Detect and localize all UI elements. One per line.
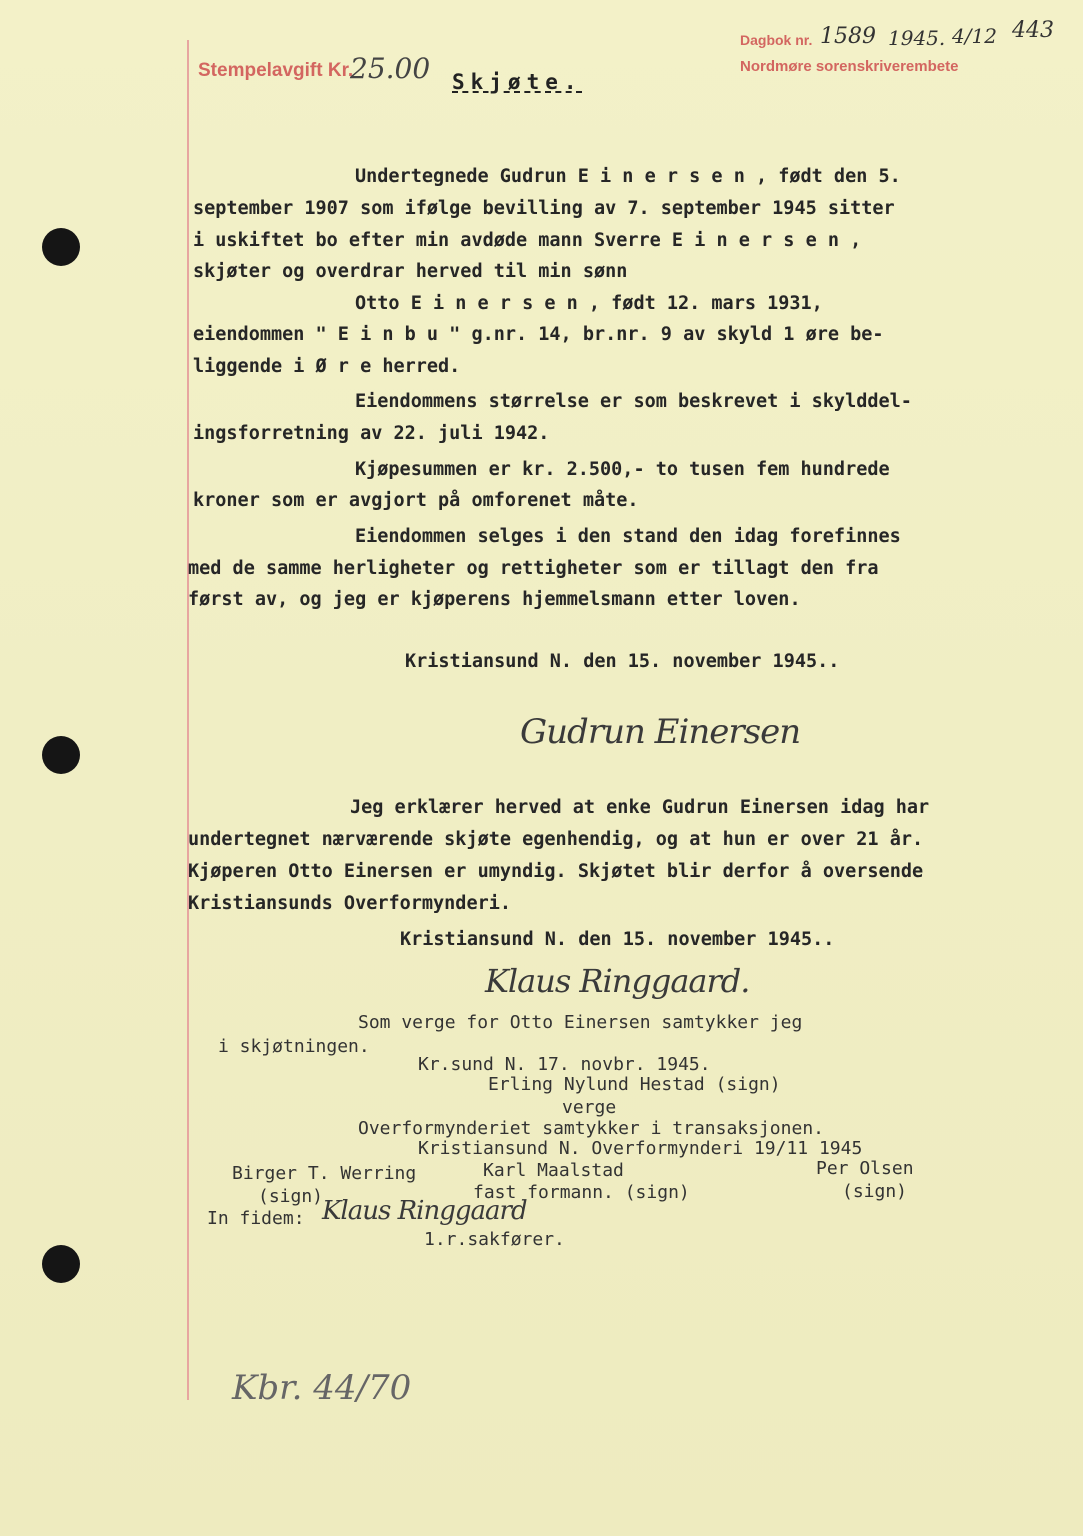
text-line: Kjøperen Otto Einersen er umyndig. Skjøtet blir derfor å oversende xyxy=(188,861,924,882)
sign-note: (sign) xyxy=(842,1181,908,1202)
text-line: Kristiansunds Overformynderi. xyxy=(188,893,512,914)
fee-amount: 25.00 xyxy=(350,52,431,85)
office-stamp: Nordmøre sorenskriverembete xyxy=(740,58,959,75)
text-line: Eiendommen selges i den stand den idag forefinnes xyxy=(355,526,901,547)
text-line: Kjøpesummen er kr. 2.500,- to tusen fem hundrede xyxy=(355,459,890,480)
text-line: ingsforretning av 22. juli 1942. xyxy=(193,423,550,444)
text-line: først av, og jeg er kjøperens hjemmelsmann etter loven. xyxy=(188,589,801,610)
text-line: liggende i Ø r e herred. xyxy=(193,356,461,377)
dagbok-year: 1945. xyxy=(888,26,946,50)
dagbok-label: Dagbok nr. xyxy=(740,32,813,48)
bottom-note: Kbr. 44/70 xyxy=(232,1368,412,1408)
text-line: Kr.sund N. 17. novbr. 1945. xyxy=(418,1054,711,1075)
stamp-fee-label: Stempelavgift Kr. xyxy=(198,60,354,81)
punch-hole xyxy=(42,228,80,266)
text-line: verge xyxy=(562,1097,617,1118)
in-fidem: In fidem: xyxy=(207,1208,305,1229)
text-line: kroner som er avgjort på omforenet måte. xyxy=(193,490,639,511)
margin-line xyxy=(187,40,189,1400)
text-line: Otto E i n e r s e n , født 12. mars 1931, xyxy=(355,293,823,314)
text-line: Erling Nylund Hestad (sign) xyxy=(488,1074,781,1095)
text-line: undertegnet nærværende skjøte egenhendig, og at hun er over 21 år. xyxy=(188,829,924,850)
text-line: eiendommen " E i n b u " g.nr. 14, br.nr. 9 av skyld 1 øre be- xyxy=(193,324,884,345)
place-date: Kristiansund N. den 15. november 1945.. xyxy=(400,929,835,950)
text-line: i uskiftet bo efter min avdøde mann Sverre E i n e r s e n , xyxy=(193,230,862,251)
text-line: Undertegnede Gudrun E i n e r s e n , født den 5. xyxy=(355,166,901,187)
role-title: 1.r.sakfører. xyxy=(424,1229,565,1250)
place-date: Kristiansund N. den 15. november 1945.. xyxy=(405,651,840,672)
text-line: Jeg erklærer herved at enke Gudrun Einersen idag har xyxy=(350,797,930,818)
sign-note: (sign) xyxy=(258,1186,324,1207)
page-number: 443 xyxy=(1012,18,1054,43)
punch-hole xyxy=(42,1245,80,1283)
text-line: skjøter og overdrar herved til min sønn xyxy=(193,261,628,282)
text-line: Overformynderiet samtykker i transaksjonen. xyxy=(358,1118,824,1139)
signature-gudrun: Gudrun Einersen xyxy=(520,712,801,752)
signature-fidem: Klaus Ringgaard xyxy=(322,1196,527,1226)
dagbok-number: 1589 xyxy=(820,24,876,49)
punch-hole xyxy=(42,736,80,774)
signature-ringgaard: Klaus Ringgaard. xyxy=(485,962,750,1000)
text-line: med de samme herligheter og rettigheter som er tillagt den fra xyxy=(188,558,879,579)
text-line: september 1907 som ifølge bevilling av 7. september 1945 sitter xyxy=(193,198,895,219)
sign-note: fast formann. (sign) xyxy=(473,1182,690,1203)
name-werring: Birger T. Werring xyxy=(232,1163,417,1184)
text-line: i skjøtningen. xyxy=(218,1036,370,1057)
dagbok-date: 4/12 xyxy=(952,24,997,48)
name-maalstad: Karl Maalstad xyxy=(483,1160,624,1181)
text-line: Eiendommens størrelse er som beskrevet i skylddel- xyxy=(355,391,912,412)
document-title: Skjøte. xyxy=(452,70,583,94)
name-olsen: Per Olsen xyxy=(816,1158,914,1179)
text-line: Kristiansund N. Overformynderi 19/11 1945 xyxy=(418,1138,863,1159)
text-line: Som verge for Otto Einersen samtykker jeg xyxy=(358,1012,803,1033)
